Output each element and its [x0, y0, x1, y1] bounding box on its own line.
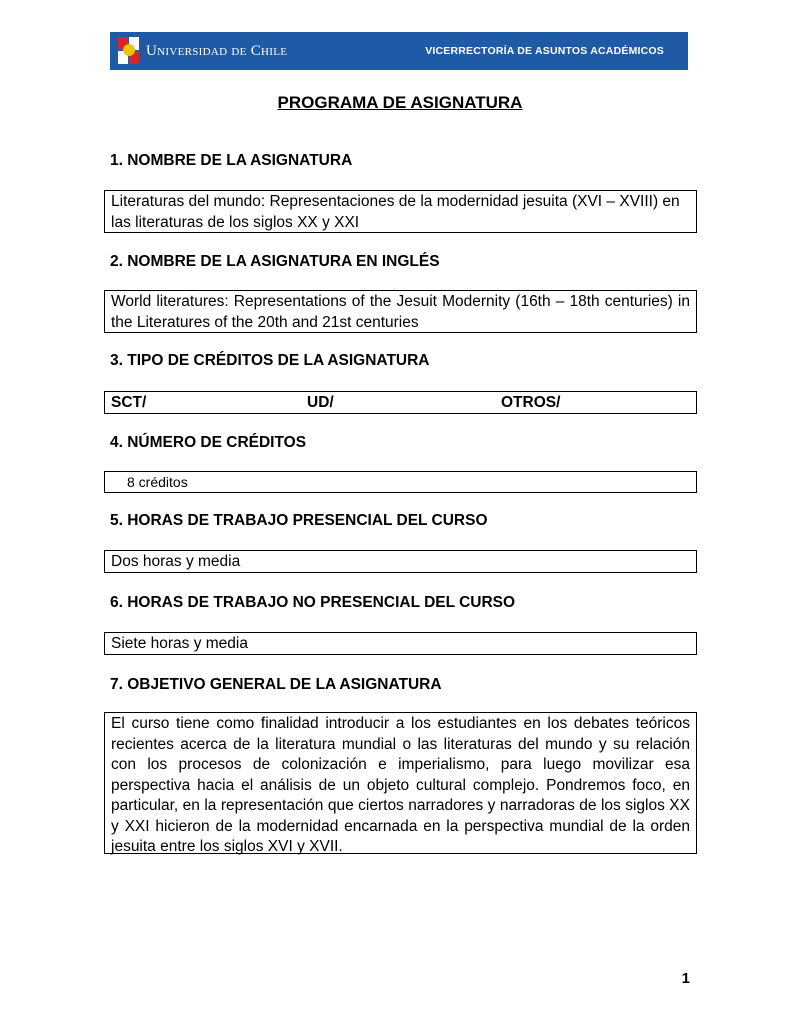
non-presential-hours-box	[104, 632, 697, 655]
office-name: VICERRECTORÍA DE ASUNTOS ACADÉMICOS	[425, 45, 664, 57]
presential-hours: Dos horas y media	[111, 553, 241, 570]
section-2-heading: 2. NOMBRE DE LA ASIGNATURA EN INGLÉS	[110, 253, 440, 270]
general-objective: El curso tiene como finalidad introducir a los estudiantes en los debates teóricos recientes acerca de la literatura mundial o las literaturas del mundo y su relación con los procesos de colonización e imperialismo, para luego movilizar esa perspectiva hacia el análisis de un objeto cultural complejo. Pondremos foco, en particular, en la representación que ciertos narradores y narradoras de los siglos XX y XXI hicieron de la modernidad encarnada en la perspectiva mundial de la orden jesuita entre los siglos XVI y XVII.	[111, 715, 690, 855]
credit-type-ud: UD/	[307, 394, 334, 411]
credit-type-otros: OTROS/	[501, 394, 561, 411]
course-name: Literaturas del mundo: Representaciones de la modernidad jesuita (XVI – XVIII) en las literaturas de los siglos XX y XXI	[111, 193, 680, 231]
credits-number-box	[104, 471, 697, 493]
document-title: PROGRAMA DE ASIGNATURA	[277, 93, 523, 112]
section-1-heading: 1. NOMBRE DE LA ASIGNATURA	[110, 152, 353, 169]
credit-type-sct: SCT/	[111, 394, 147, 411]
credit-types-box	[104, 391, 697, 414]
university-seal-icon	[118, 37, 140, 65]
credit-types-row	[111, 393, 690, 414]
section-7-heading: 7. OBJETIVO GENERAL DE LA ASIGNATURA	[110, 676, 442, 693]
section-6-heading: 6. HORAS DE TRABAJO NO PRESENCIAL DEL CURSO	[110, 594, 516, 611]
non-presential-hours: Siete horas y media	[111, 635, 248, 652]
header-banner	[110, 32, 688, 70]
university-name: Universidad de Chile	[146, 42, 288, 59]
section-4-heading: 4. NÚMERO DE CRÉDITOS	[110, 434, 307, 451]
credits-number: 8 créditos	[127, 474, 188, 490]
course-name-english-box	[104, 290, 697, 333]
section-3-heading: 3. TIPO DE CRÉDITOS DE LA ASIGNATURA	[110, 352, 430, 369]
page-number: 1	[681, 970, 690, 987]
university-brand	[118, 37, 287, 65]
general-objective-box	[104, 712, 697, 854]
section-5-heading: 5. HORAS DE TRABAJO PRESENCIAL DEL CURSO	[110, 512, 488, 529]
course-name-box	[104, 190, 697, 233]
presential-hours-box	[104, 550, 697, 573]
course-name-english: World literatures: Representations of the Jesuit Modernity (16th – 18th centuries) in the Literatures of the 20th and 21st centuries	[111, 293, 690, 331]
